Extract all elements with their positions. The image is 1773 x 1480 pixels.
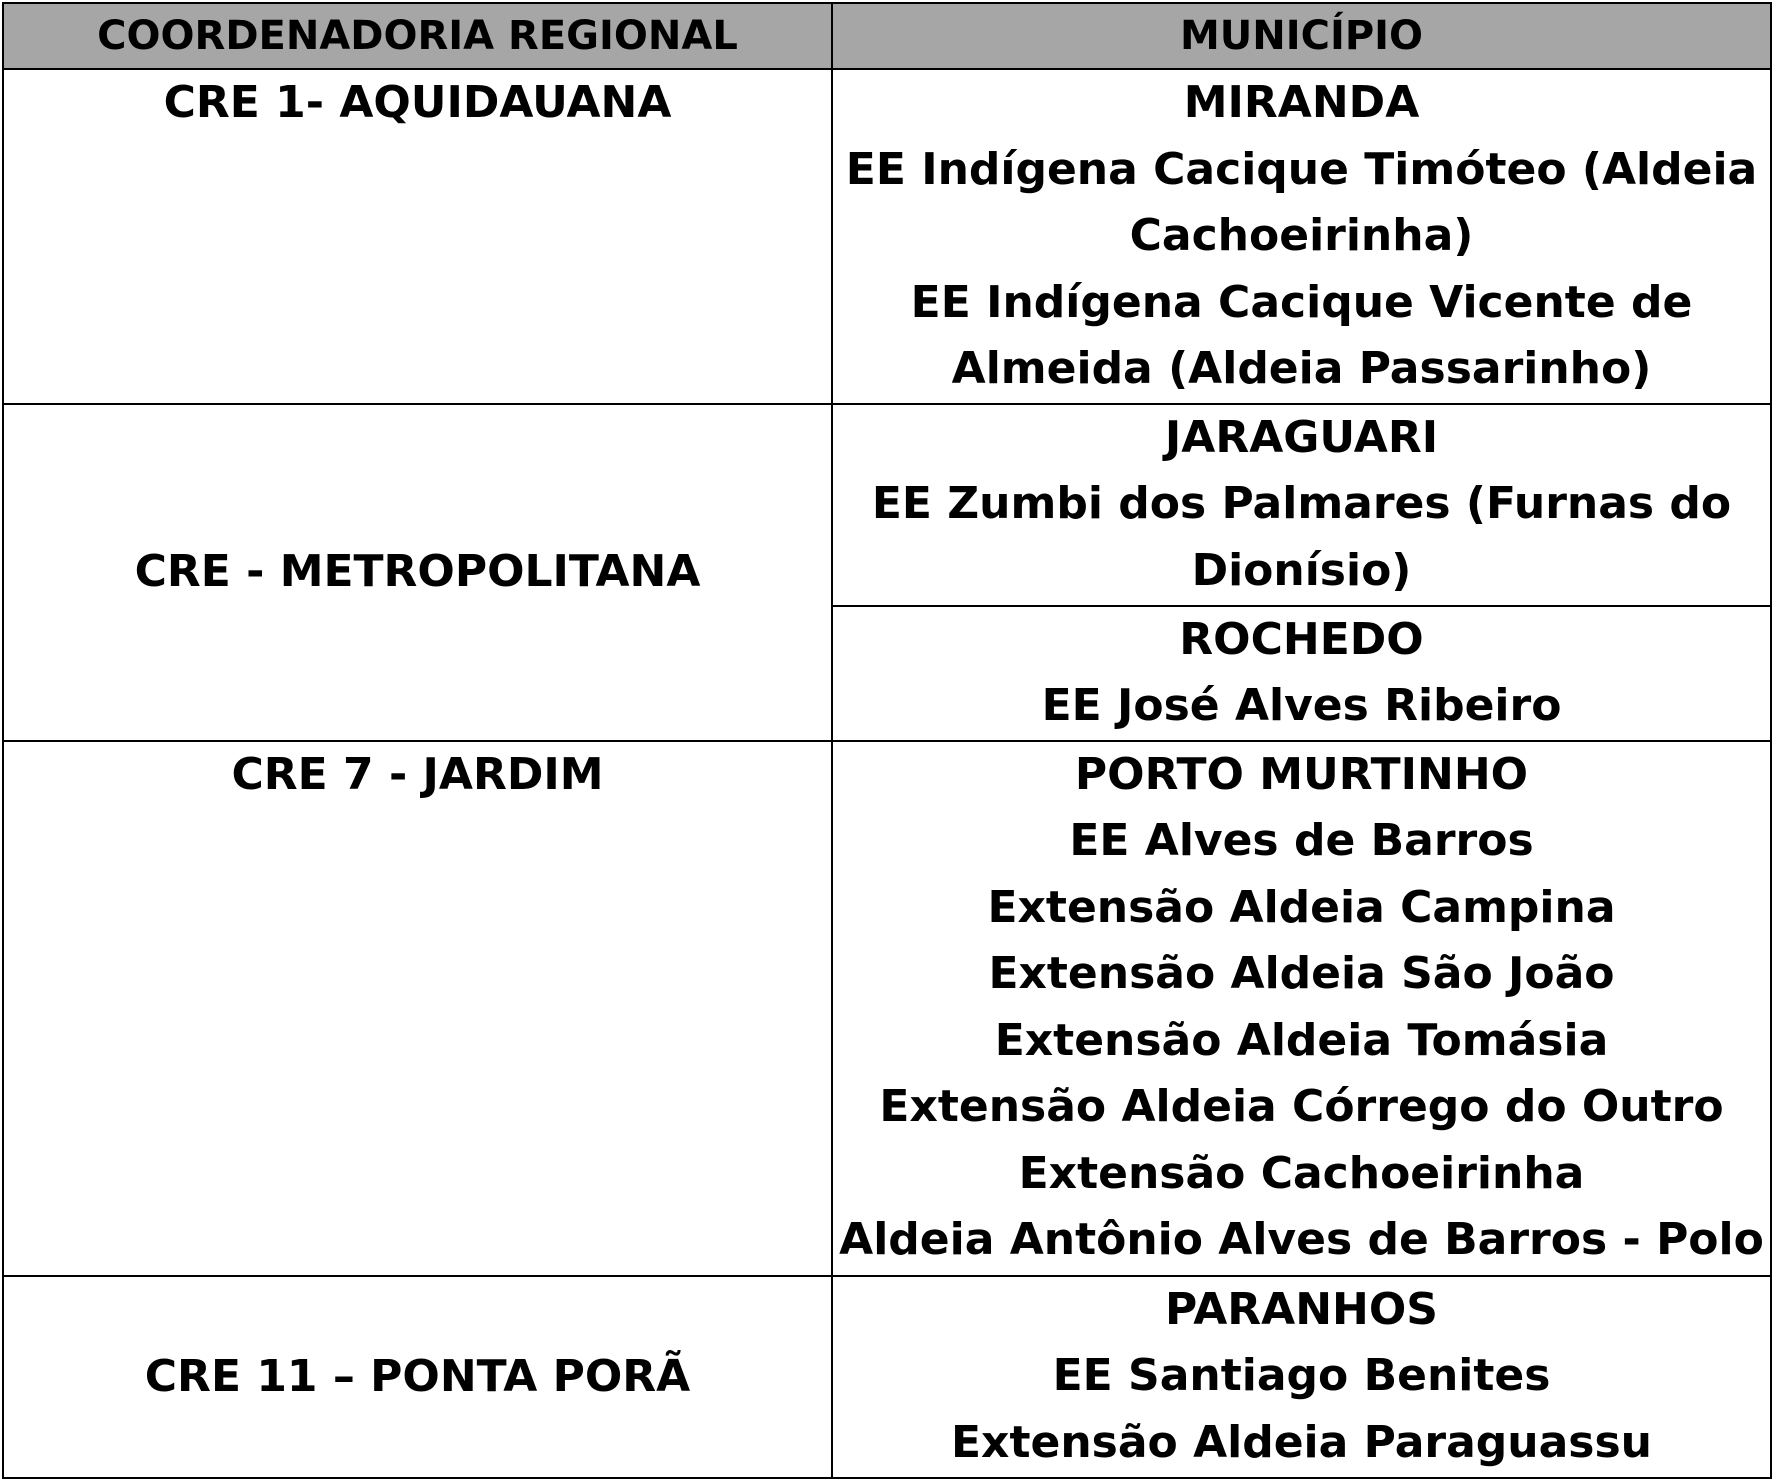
municipio-cell	[832, 1276, 1771, 1478]
school-line: Extensão Aldeia Paraguassu	[951, 1416, 1652, 1468]
cre-name: CRE 1- AQUIDAUANA	[163, 77, 672, 128]
school-line: EE Zumbi dos Palmares (Furnas do	[871, 478, 1732, 529]
municipio-name: MIRANDA	[1183, 77, 1420, 128]
header-municipio: MUNICÍPIO	[832, 3, 1771, 69]
table-row	[3, 69, 1771, 404]
school-line: EE Alves de Barros	[1069, 815, 1534, 866]
school-line: EE Santiago Benites	[1052, 1350, 1551, 1401]
school-line: Aldeia Antônio Alves de Barros - Polo	[839, 1214, 1764, 1265]
school-line: Dionísio)	[1191, 544, 1412, 596]
municipio-cell	[832, 69, 1771, 404]
school-line: Extensão Cachoeirinha	[1018, 1147, 1585, 1199]
cre-name: CRE 11 – PONTA PORÃ	[144, 1350, 691, 1402]
school-line: EE Indígena Cacique Timóteo (Aldeia	[845, 143, 1758, 195]
school-line: EE José Alves Ribeiro	[1041, 680, 1562, 731]
municipio-cell	[832, 741, 1771, 1276]
school-line: Extensão Aldeia Campina	[987, 881, 1616, 933]
school-line: Extensão Aldeia Córrego do Outro	[879, 1081, 1724, 1132]
cre-cell	[3, 741, 832, 1276]
municipio-name: PORTO MURTINHO	[1074, 748, 1529, 800]
municipio-name: JARAGUARI	[1164, 411, 1439, 463]
municipio-cell	[832, 606, 1771, 741]
municipio-cell	[832, 404, 1771, 606]
school-line: EE Indígena Cacique Vicente de	[910, 276, 1693, 328]
table-row	[3, 741, 1771, 1276]
school-line: Extensão Aldeia São João	[988, 948, 1615, 999]
table-header-row	[3, 3, 1771, 69]
cre-cell	[3, 404, 832, 741]
header-coordenadoria-regional: COORDENADORIA REGIONAL	[3, 3, 832, 69]
municipio-name: PARANHOS	[1165, 1283, 1438, 1335]
cre-name: CRE 7 - JARDIM	[231, 748, 604, 800]
cre-name: CRE - METROPOLITANA	[134, 546, 701, 597]
schools-table	[2, 2, 1772, 1479]
cre-cell	[3, 1276, 832, 1478]
cre-cell	[3, 69, 832, 404]
table-row	[3, 1276, 1771, 1478]
school-line: Almeida (Aldeia Passarinho)	[951, 343, 1652, 394]
school-line: Extensão Aldeia Tomásia	[994, 1014, 1609, 1066]
municipio-name: ROCHEDO	[1179, 613, 1424, 665]
table-row	[3, 404, 1771, 606]
school-line: Cachoeirinha)	[1129, 210, 1474, 261]
